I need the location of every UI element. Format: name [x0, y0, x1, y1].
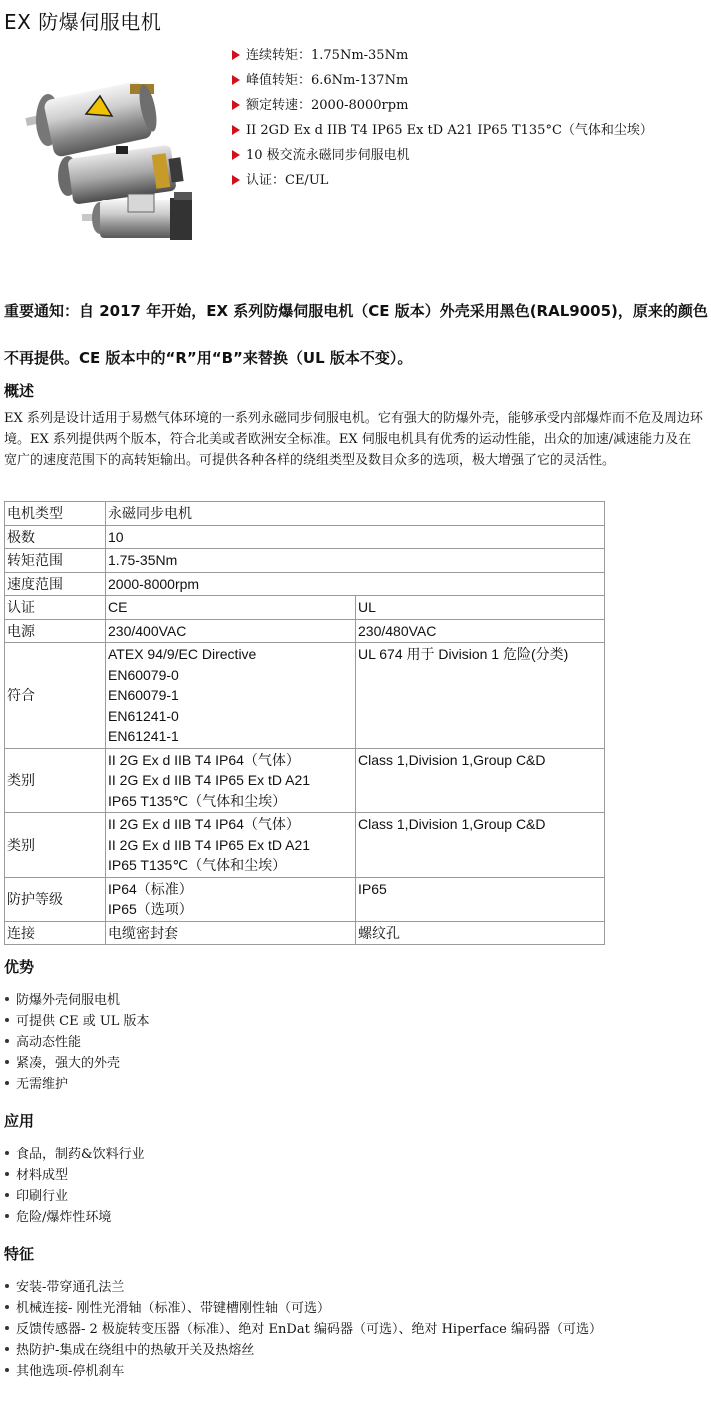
cell-line: 电缆密封套: [108, 924, 178, 941]
list-item: [4, 1207, 145, 1228]
ul-value: [356, 619, 605, 643]
spec-item: 峰值转矩：6.6Nm-137Nm: [232, 71, 711, 96]
list-item: [4, 1319, 602, 1340]
list-item: [4, 990, 150, 1011]
spec-table: [4, 501, 605, 945]
list-item: [4, 1340, 602, 1361]
row-label: 符合: [5, 643, 106, 749]
list-item-text: 可提供 CE 或 UL 版本: [16, 1014, 150, 1029]
list-item-text: 食品，制药&饮料行业: [16, 1147, 145, 1162]
list-item: [4, 1053, 150, 1074]
cell-line: EN60079-1: [108, 687, 179, 703]
spec-item: 连续转矩：1.75Nm-35Nm: [232, 46, 711, 71]
ul-value: [356, 877, 605, 921]
spec-item: 10 极交流永磁同步伺服电机: [232, 146, 711, 171]
cell-line: 螺纹孔: [358, 924, 400, 941]
cell-line: II 2G Ex d IIB T4 IP64（气体）: [108, 751, 300, 768]
bullet-icon: [5, 1039, 9, 1043]
row-value: 永磁同步电机: [106, 502, 605, 526]
bullet-icon: [5, 1018, 9, 1022]
list-item: [4, 1186, 145, 1207]
table-row: [5, 748, 605, 813]
bullet-icon: [5, 1305, 9, 1309]
list-item: [4, 1277, 602, 1298]
cell-line: CE: [108, 599, 128, 615]
list-item-text: 反馈传感器- 2 极旋转变压器（标准）、绝对 EnDat 编码器（可选）、绝对 Hiperface 编码器（可选）: [16, 1322, 602, 1337]
cell-line: EN60079-0: [108, 666, 179, 683]
row-label: 电源: [5, 619, 106, 643]
spec-item: 认证：CE/UL: [232, 171, 711, 196]
ce-value: [106, 921, 356, 945]
list-item-text: 热防护-集成在绕组中的热敏开关及热熔丝: [16, 1343, 255, 1358]
list-item-text: 安装-带穿通孔法兰: [16, 1280, 125, 1295]
cell-line: IP64（标准）: [108, 880, 193, 897]
important-notice: 重要通知：自 2017 年开始，EX 系列防爆伺服电机（CE 版本）外壳采用黑色(RAL9005)，原来的颜色不再提供。CE 版本中的“R”用“B”来替换（UL 版本不变）。: [4, 302, 708, 367]
ul-value: [356, 748, 605, 813]
cell-line: II 2G Ex d IIB T4 IP65 Ex tD A21: [108, 772, 311, 788]
cell-line: ATEX 94/9/EC Directive: [108, 646, 257, 662]
table-row: [5, 572, 605, 596]
ul-value: [356, 813, 605, 878]
applications-list: [4, 1144, 145, 1228]
row-label: 极数: [5, 525, 106, 549]
row-label: 连接: [5, 921, 106, 945]
ce-value: [106, 619, 356, 643]
table-row: [5, 643, 605, 749]
cell-line: 230/480VAC: [358, 622, 437, 639]
ul-value: [356, 921, 605, 945]
cell-line: EN61241-0: [108, 707, 179, 724]
list-item-text: 材料成型: [16, 1168, 69, 1183]
list-item-text: 印刷行业: [16, 1189, 69, 1204]
page-title: EX 防爆伺服电机: [4, 10, 162, 34]
advantages-heading: 优势: [4, 958, 35, 976]
bullet-icon: [5, 1368, 9, 1372]
table-row: [5, 525, 605, 549]
features-list: [4, 1277, 602, 1382]
row-label: 认证: [5, 596, 106, 620]
spec-item: 额定转速：2000-8000rpm: [232, 96, 711, 121]
applications-heading: 应用: [4, 1112, 35, 1130]
overview-heading: 概述: [4, 382, 35, 400]
ce-value: [106, 748, 356, 813]
list-item: [4, 1032, 150, 1053]
cell-line: IP65 T135℃（气体和尘埃）: [108, 792, 287, 809]
red-arrow-icon: [232, 150, 240, 160]
bullet-icon: [5, 1347, 9, 1351]
cell-line: IP65: [358, 880, 387, 897]
bullet-icon: [5, 1214, 9, 1218]
list-item: [4, 1074, 150, 1095]
bullet-icon: [5, 997, 9, 1001]
bullet-icon: [5, 1193, 9, 1197]
row-label: 防护等级: [5, 877, 106, 921]
row-label: 类别: [5, 813, 106, 878]
ex-servo-motors-photo: [20, 82, 210, 250]
red-arrow-icon: [232, 125, 240, 135]
list-item-text: 无需维护: [16, 1077, 69, 1092]
row-label: 电机类型: [5, 502, 106, 526]
bullet-icon: [5, 1151, 9, 1155]
spec-list: [232, 46, 711, 196]
cell-line: UL 674 用于 Division 1 危险(分类): [358, 646, 569, 662]
list-item-text: 其他选项-停机刹车: [16, 1364, 125, 1379]
list-item: [4, 1165, 145, 1186]
row-value: 10: [106, 525, 605, 549]
features-heading: 特征: [4, 1245, 35, 1263]
table-row: [5, 596, 605, 620]
table-row: [5, 921, 605, 945]
ce-value: [106, 813, 356, 878]
cell-line: 230/400VAC: [108, 622, 187, 639]
ce-value: [106, 643, 356, 749]
cell-line: Class 1,Division 1,Group C&D: [358, 751, 546, 768]
cell-line: IP65 T135℃（气体和尘埃）: [108, 857, 287, 873]
table-row: [5, 619, 605, 643]
red-arrow-icon: [232, 50, 240, 60]
table-row: [5, 549, 605, 573]
cell-line: UL: [358, 599, 376, 615]
table-row: [5, 502, 605, 526]
list-item-text: 防爆外壳伺服电机: [16, 993, 121, 1008]
list-item: [4, 1361, 602, 1382]
cell-line: Class 1,Division 1,Group C&D: [358, 816, 546, 832]
cell-line: EN61241-1: [108, 728, 179, 744]
row-label: 转矩范围: [5, 549, 106, 573]
ul-value: [356, 643, 605, 749]
list-item-text: 机械连接- 刚性光滑轴（标准）、带键槽刚性轴（可选）: [16, 1301, 331, 1316]
advantages-list: [4, 990, 150, 1095]
ul-value: [356, 596, 605, 620]
list-item: [4, 1298, 602, 1319]
row-label: 类别: [5, 748, 106, 813]
red-arrow-icon: [232, 75, 240, 85]
bullet-icon: [5, 1172, 9, 1176]
bullet-icon: [5, 1326, 9, 1330]
cell-line: IP65（选项）: [108, 901, 193, 917]
cell-line: II 2G Ex d IIB T4 IP65 Ex tD A21: [108, 836, 311, 853]
red-arrow-icon: [232, 175, 240, 185]
ce-value: [106, 877, 356, 921]
cell-line: II 2G Ex d IIB T4 IP64（气体）: [108, 816, 300, 832]
row-label: 速度范围: [5, 572, 106, 596]
table-row: [5, 813, 605, 878]
list-item: [4, 1144, 145, 1165]
list-item-text: 高动态性能: [16, 1035, 82, 1050]
row-value: 1.75-35Nm: [106, 549, 605, 573]
bullet-icon: [5, 1284, 9, 1288]
overview-text: EX 系列是设计适用于易燃气体环境的一系列永磁同步伺服电机。它有强大的防爆外壳，能够承受内部爆炸而不危及周边环境。EX 系列提供两个版本，符合北美或者欧洲安全标准。EX 伺服电机具有优秀的运动性能，出众的加速/减速能力及在宽广的速度范围下的高转矩输出。可提供各种各样的绕组类型及数目众多的选项，极大增强了它的灵活性。: [4, 411, 703, 468]
list-item-text: 紧凑，强大的外壳: [16, 1056, 121, 1071]
bullet-icon: [5, 1081, 9, 1085]
table-row: [5, 877, 605, 921]
row-value: 2000-8000rpm: [106, 572, 605, 596]
list-item: [4, 1011, 150, 1032]
list-item-text: 危险/爆炸性环境: [16, 1210, 112, 1225]
red-arrow-icon: [232, 100, 240, 110]
ce-value: [106, 596, 356, 620]
bullet-icon: [5, 1060, 9, 1064]
spec-item: II 2GD Ex d IIB T4 IP65 Ex tD A21 IP65 T135°C（气体和尘埃）: [232, 121, 711, 146]
